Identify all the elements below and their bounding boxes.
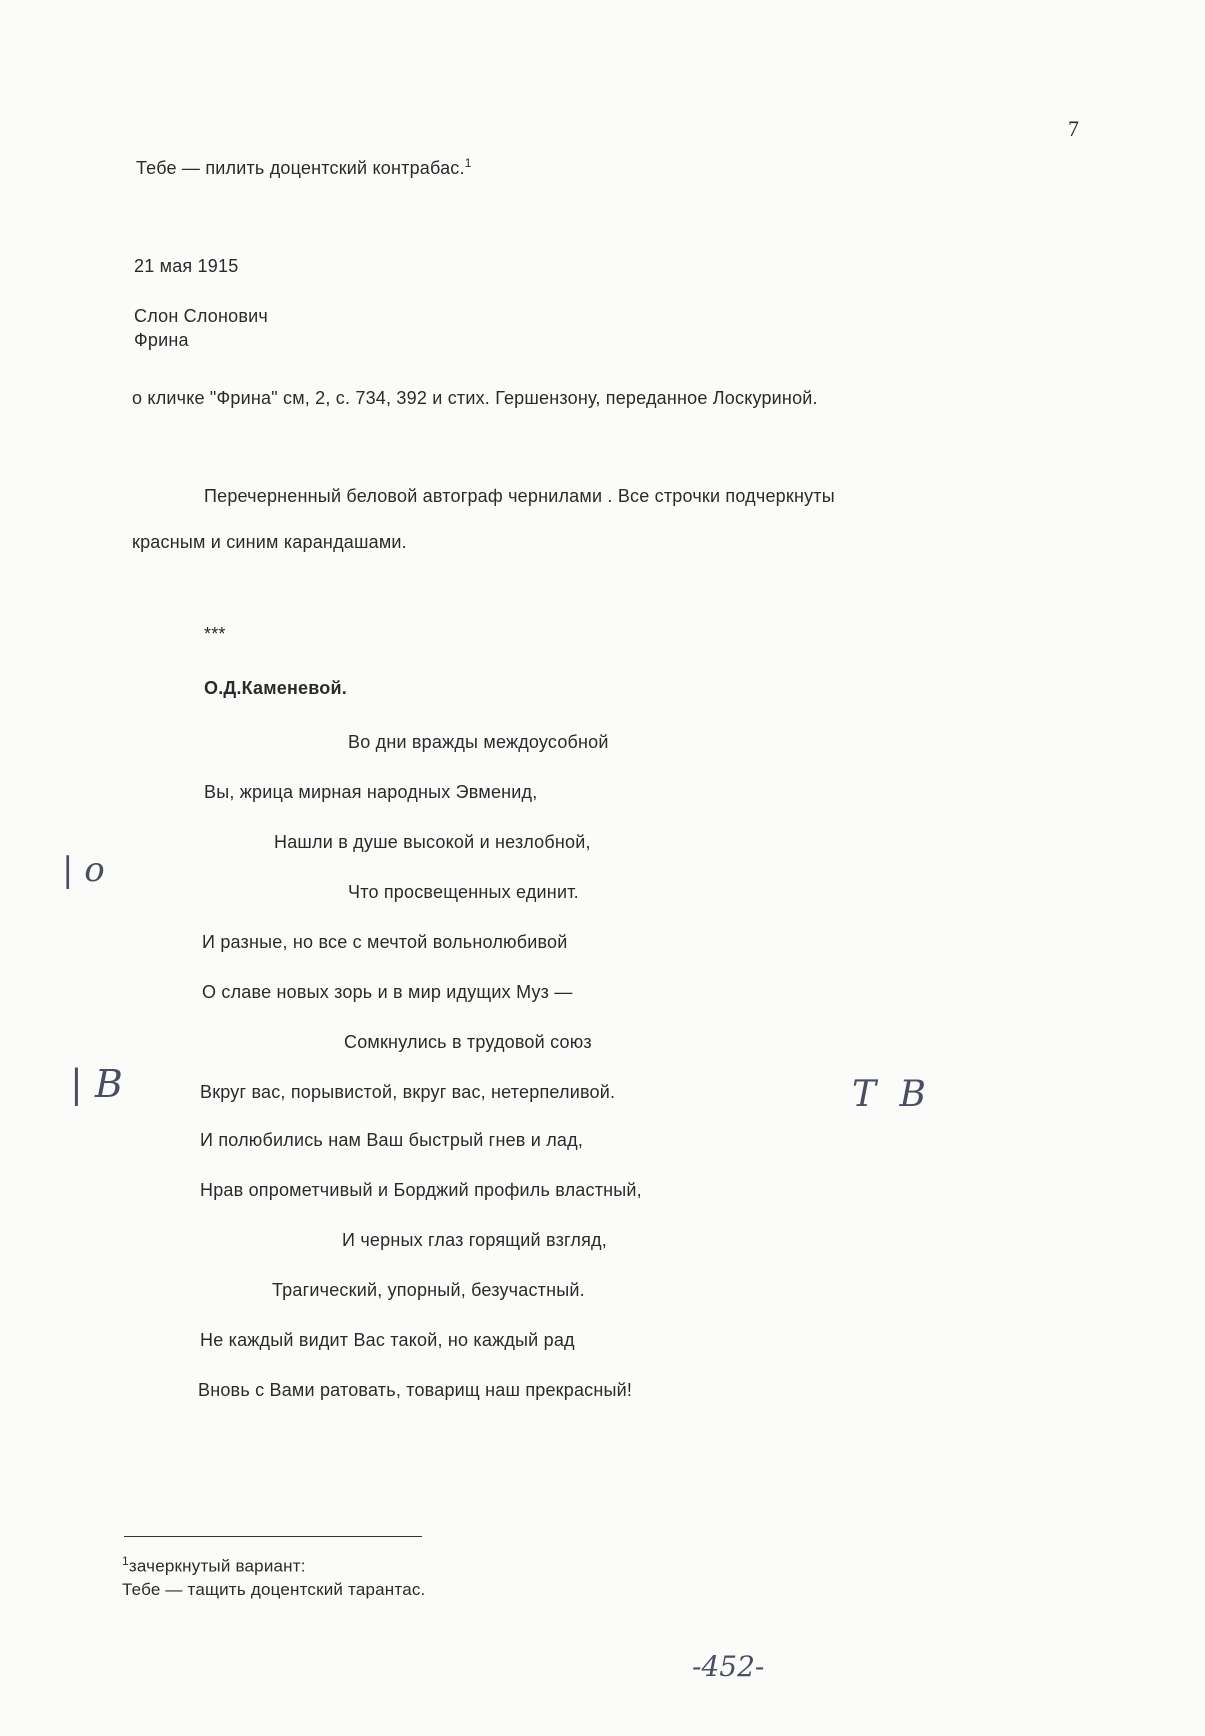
handwritten-margin-note: | В [70, 1062, 123, 1106]
handwritten-archive-number: -452- [692, 1650, 765, 1683]
page-number: 7 [1068, 116, 1079, 141]
poem-line: Не каждый видит Вас такой, но каждый рад [200, 1330, 575, 1350]
poem-line: Вы, жрица мирная народных Эвменид, [204, 782, 538, 802]
date-line: 21 мая 1915 [134, 256, 239, 276]
footnote-mark: 1 [122, 1554, 129, 1568]
poem-line: Сомкнулись в трудовой союз [344, 1032, 592, 1052]
description-line-2: красным и синим карандашами. [132, 532, 407, 552]
poem-line: Вкруг вас, порывистой, вкруг вас, нетерпеливой. [200, 1082, 616, 1102]
poem-line: И разные, но все с мечтой вольнолюбивой [202, 932, 568, 952]
footnote-ref: 1 [464, 156, 472, 170]
footnote-line-2: Тебе — тащить доцентский тарантас. [122, 1580, 426, 1599]
poem-line: О славе новых зорь и в мир идущих Муз — [202, 982, 573, 1002]
handwritten-margin-note: | о [62, 850, 105, 890]
poem-line: И черных глаз горящий взгляд, [342, 1230, 607, 1250]
poem-line: Во дни вражды междоусобной [348, 732, 609, 752]
dedication-heading: О.Д.Каменевой. [204, 678, 347, 698]
poem-line: И полюбились нам Ваш быстрый гнев и лад, [200, 1130, 584, 1150]
poem-line: Нрав опрометчивый и Борджий профиль властный, [200, 1180, 642, 1200]
top-line [136, 156, 472, 179]
name-line-2: Фрина [134, 330, 189, 350]
poem-line: Нашли в душе высокой и незлобной, [274, 832, 591, 852]
poem-line: Вновь с Вами ратовать, товарищ наш прекрасный! [198, 1380, 633, 1400]
description-line-1: Перечерненный беловой автограф чернилами . Все строчки подчеркнуты [204, 486, 835, 506]
stars-separator: *** [204, 624, 226, 644]
top-line-text: Тебе — пилить доцентский контрабас. [136, 158, 465, 178]
footnote-divider [124, 1536, 422, 1537]
reference-line: о кличке "Фрина" см, 2, с. 734, 392 и стих. Гершензону, переданное Лоскуриной. [132, 388, 818, 408]
footnote-text: зачеркнутый вариант: [128, 1556, 306, 1576]
poem-line: Трагический, упорный, безучастный. [272, 1280, 585, 1300]
poem-line: Что просвещенных единит. [348, 882, 579, 902]
handwritten-margin-note: Т В [852, 1074, 932, 1115]
name-line-1: Слон Слонович [134, 306, 268, 326]
footnote-line-1 [122, 1554, 306, 1577]
